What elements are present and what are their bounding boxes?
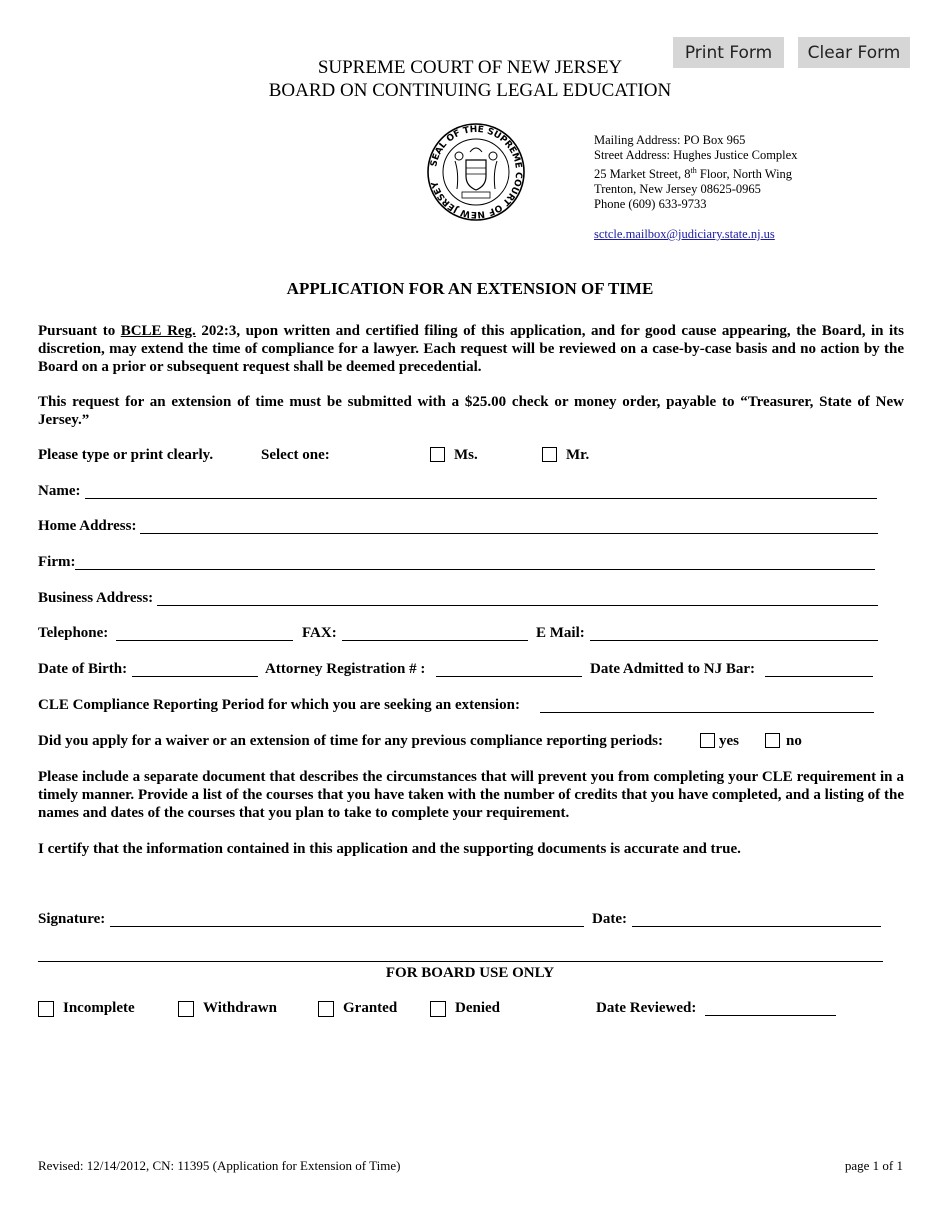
signature-label: Signature: bbox=[38, 911, 106, 927]
email-label: E Mail: bbox=[536, 625, 585, 641]
home-address-label: Home Address: bbox=[38, 518, 137, 534]
city-address: Trenton, New Jersey 08625-0965 bbox=[594, 182, 761, 197]
attorney-reg-label: Attorney Registration # : bbox=[265, 661, 426, 677]
withdrawn-checkbox[interactable] bbox=[178, 1001, 194, 1017]
court-title: SUPREME COURT OF NEW JERSEY bbox=[317, 57, 623, 78]
email-field[interactable] bbox=[590, 640, 878, 641]
building-address: 25 Market Street, 8th Floor, North Wing bbox=[594, 166, 793, 182]
incomplete-checkbox[interactable] bbox=[38, 1001, 54, 1017]
waiver-yes-label: yes bbox=[719, 733, 739, 749]
intro-paragraph: Pursuant to BCLE Reg. 202:3, upon written and certified filing of this application, and for good cause appearing, the Board, in its discretion, may extend the time of compliance for a lawyer. Each request will be reviewed on a case-by-case basis and no action by the Board on a prior or subsequent request shall be deemed precedential. bbox=[38, 323, 904, 375]
denied-checkbox[interactable] bbox=[430, 1001, 446, 1017]
telephone-label: Telephone: bbox=[38, 625, 109, 641]
cle-period-field[interactable] bbox=[540, 712, 874, 713]
signature-date-label: Date: bbox=[592, 911, 627, 927]
bcle-reg-link[interactable]: BCLE Reg. bbox=[120, 323, 196, 339]
dob-field[interactable] bbox=[132, 676, 258, 677]
board-use-title: FOR BOARD USE ONLY bbox=[385, 965, 555, 981]
mr-checkbox[interactable] bbox=[542, 447, 557, 462]
telephone-field[interactable] bbox=[116, 640, 293, 641]
print-clearly-label: Please type or print clearly. bbox=[38, 447, 214, 463]
waiver-yes-checkbox[interactable] bbox=[700, 733, 715, 748]
mr-label: Mr. bbox=[566, 447, 590, 463]
denied-label: Denied bbox=[455, 1000, 500, 1016]
print-form-button[interactable]: Print Form bbox=[673, 37, 784, 68]
ms-label: Ms. bbox=[454, 447, 478, 463]
include-paragraph: Please include a separate document that describes the circumstances that will prevent you from completing your CLE requirement in a timely manner. Provide a list of the courses that you have taken with the number of credits that you have completed, and a listing of the names and dates of the courses that you plan to take to complete your requirement. bbox=[38, 769, 904, 821]
dob-label: Date of Birth: bbox=[38, 661, 128, 677]
withdrawn-label: Withdrawn bbox=[203, 1000, 277, 1016]
firm-label: Firm: bbox=[38, 554, 76, 570]
email-link[interactable]: sctcle.mailbox@judiciary.state.nj.us bbox=[594, 227, 775, 242]
name-field[interactable] bbox=[85, 498, 877, 499]
seal-ring-text: SEAL OF THE SUPREME COURT OF NEW JERSEY bbox=[429, 124, 524, 220]
court-seal-icon bbox=[424, 122, 528, 222]
board-title: BOARD ON CONTINUING LEGAL EDUCATION bbox=[268, 80, 672, 101]
cle-period-label: CLE Compliance Reporting Period for which you are seeking an extension: bbox=[38, 697, 520, 713]
waiver-no-checkbox[interactable] bbox=[765, 733, 780, 748]
business-address-field[interactable] bbox=[157, 605, 878, 606]
ms-checkbox[interactable] bbox=[430, 447, 445, 462]
granted-label: Granted bbox=[343, 1000, 398, 1016]
certify-paragraph: I certify that the information contained in this application and the supporting documents is accurate and true. bbox=[38, 841, 741, 857]
name-label: Name: bbox=[38, 483, 81, 499]
contact-block bbox=[594, 133, 797, 242]
waiver-no-label: no bbox=[786, 733, 802, 749]
business-address-label: Business Address: bbox=[38, 590, 154, 606]
granted-checkbox[interactable] bbox=[318, 1001, 334, 1017]
phone-number: Phone (609) 633-9733 bbox=[594, 197, 707, 212]
firm-field[interactable] bbox=[75, 569, 875, 570]
page-number: page 1 of 1 bbox=[844, 1158, 903, 1173]
street-address: Street Address: Hughes Justice Complex bbox=[594, 148, 798, 162]
form-title: APPLICATION FOR AN EXTENSION OF TIME bbox=[286, 279, 654, 298]
fax-label: FAX: bbox=[302, 625, 337, 641]
clear-form-button[interactable]: Clear Form bbox=[798, 37, 910, 68]
fee-paragraph: This request for an extension of time must be submitted with a $25.00 check or money order, payable to “Treasurer, State of New Jersey.” bbox=[38, 394, 904, 428]
board-use-divider bbox=[38, 961, 883, 962]
waiver-question: Did you apply for a waiver or an extension of time for any previous compliance reporting periods: bbox=[38, 733, 663, 749]
signature-field[interactable] bbox=[110, 926, 584, 927]
date-reviewed-field[interactable] bbox=[705, 1015, 836, 1016]
date-admitted-label: Date Admitted to NJ Bar: bbox=[590, 661, 755, 677]
attorney-reg-field[interactable] bbox=[436, 676, 582, 677]
fax-field[interactable] bbox=[342, 640, 528, 641]
signature-date-field[interactable] bbox=[632, 926, 881, 927]
date-reviewed-label: Date Reviewed: bbox=[596, 1000, 697, 1016]
mailing-address: Mailing Address: PO Box 965 bbox=[594, 133, 746, 147]
home-address-field[interactable] bbox=[140, 533, 878, 534]
incomplete-label: Incomplete bbox=[63, 1000, 135, 1016]
date-admitted-field[interactable] bbox=[765, 676, 873, 677]
select-one-label: Select one: bbox=[261, 447, 330, 463]
revision-note: Revised: 12/14/2012, CN: 11395 (Application for Extension of Time) bbox=[38, 1158, 401, 1173]
